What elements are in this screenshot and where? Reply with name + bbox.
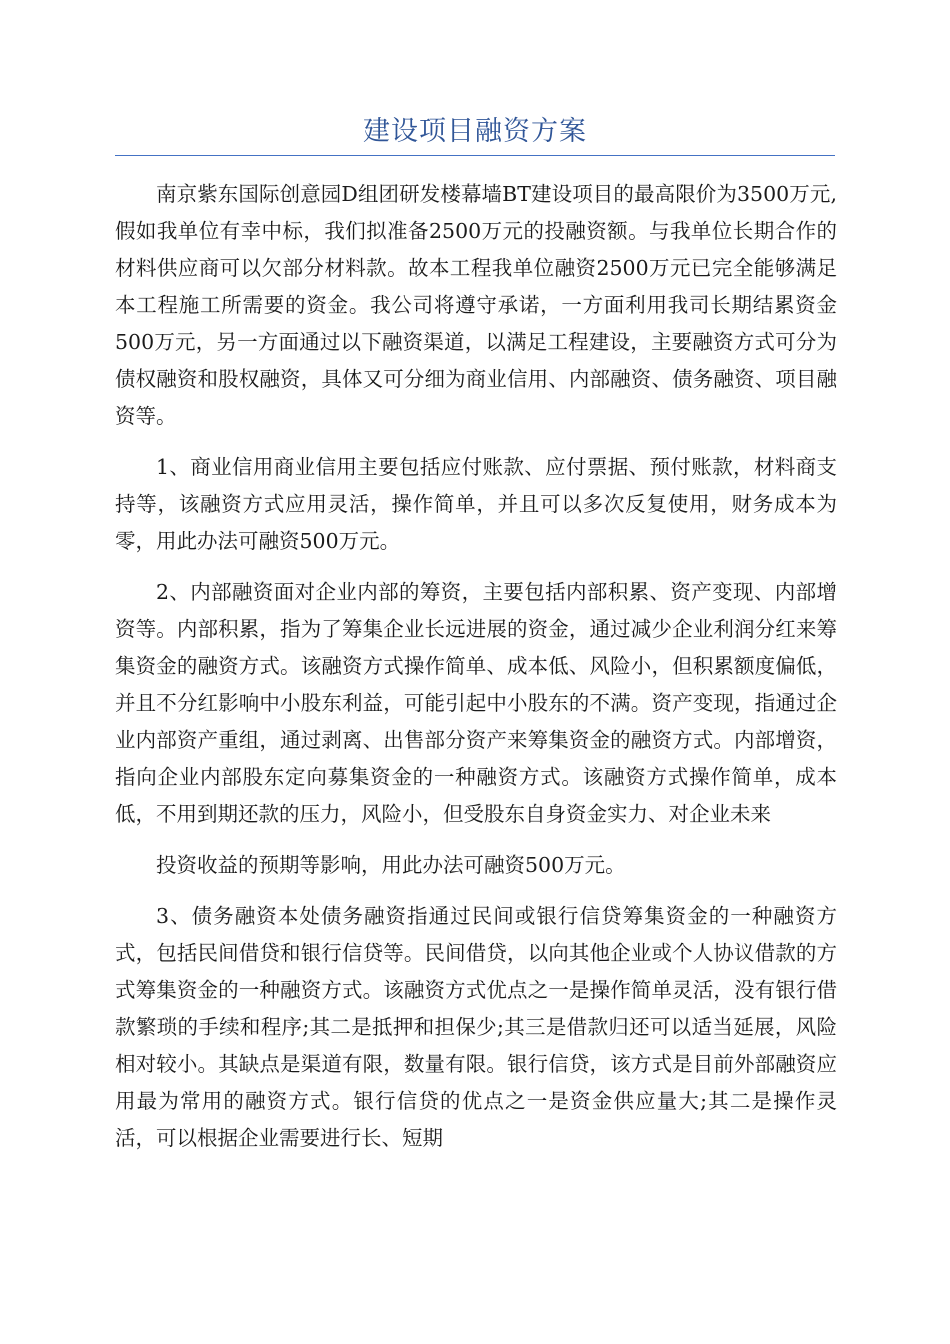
paragraph-internal-financing-continued: 投资收益的预期等影响，用此办法可融资500万元。 xyxy=(156,853,626,877)
document-title: 建设项目融资方案 xyxy=(363,116,587,147)
paragraph-intro: 南京紫东国际创意园D组团研发楼幕墙BT建设项目的最高限价为3500万元,假如我单位有幸中标，我们拟准备2500万元的投融资额。与我单位长期合作的材料供应商可以欠部分材料款。故本工程我单位融资2500万元已完全能够满足本工程施工所需要的资金。我公司将遵守承诺，一方面利用我司长期结累资金500万元，另一方面通过以下融资渠道，以满足工程建设，主要融资方式可分为债权融资和股权融资，具体又可分细为商业信用、内部融资、债务融资、项目融资等。 xyxy=(115,182,837,428)
title-underline xyxy=(115,155,835,156)
document-body xyxy=(115,176,837,1171)
paragraph-internal-financing: 2、内部融资面对企业内部的筹资，主要包括内部积累、资产变现、内部增资等。内部积累，指为了筹集企业长远进展的资金，通过减少企业利润分红来筹集资金的融资方式。该融资方式操作简单、成本低、风险小，但积累额度偏低，并且不分红影响中小股东利益，可能引起中小股东的不满。资产变现，指通过企业内部资产重组，通过剥离、出售部分资产来筹集资金的融资方式。内部增资，指向企业内部股东定向募集资金的一种融资方式。该融资方式操作简单，成本低，不用到期还款的压力，风险小，但受股东自身资金实力、对企业未来 xyxy=(115,580,837,826)
paragraph-debt-financing: 3、债务融资本处债务融资指通过民间或银行信贷筹集资金的一种融资方式，包括民间借贷和银行信贷等。民间借贷，以向其他企业或个人协议借款的方式筹集资金的一种融资方式。该融资方式优点之一是操作简单灵活，没有银行借款繁琐的手续和程序;其二是抵押和担保少;其三是借款归还可以适当延展，风险相对较小。其缺点是渠道有限，数量有限。银行信贷，该方式是目前外部融资应用最为常用的融资方式。银行信贷的优点之一是资金供应量大;其二是操作灵活，可以根据企业需要进行长、短期 xyxy=(115,904,837,1150)
paragraph-commercial-credit: 1、商业信用商业信用主要包括应付账款、应付票据、预付账款，材料商支持等，该融资方式应用灵活，操作简单，并且可以多次反复使用，财务成本为零，用此办法可融资500万元。 xyxy=(115,455,837,553)
